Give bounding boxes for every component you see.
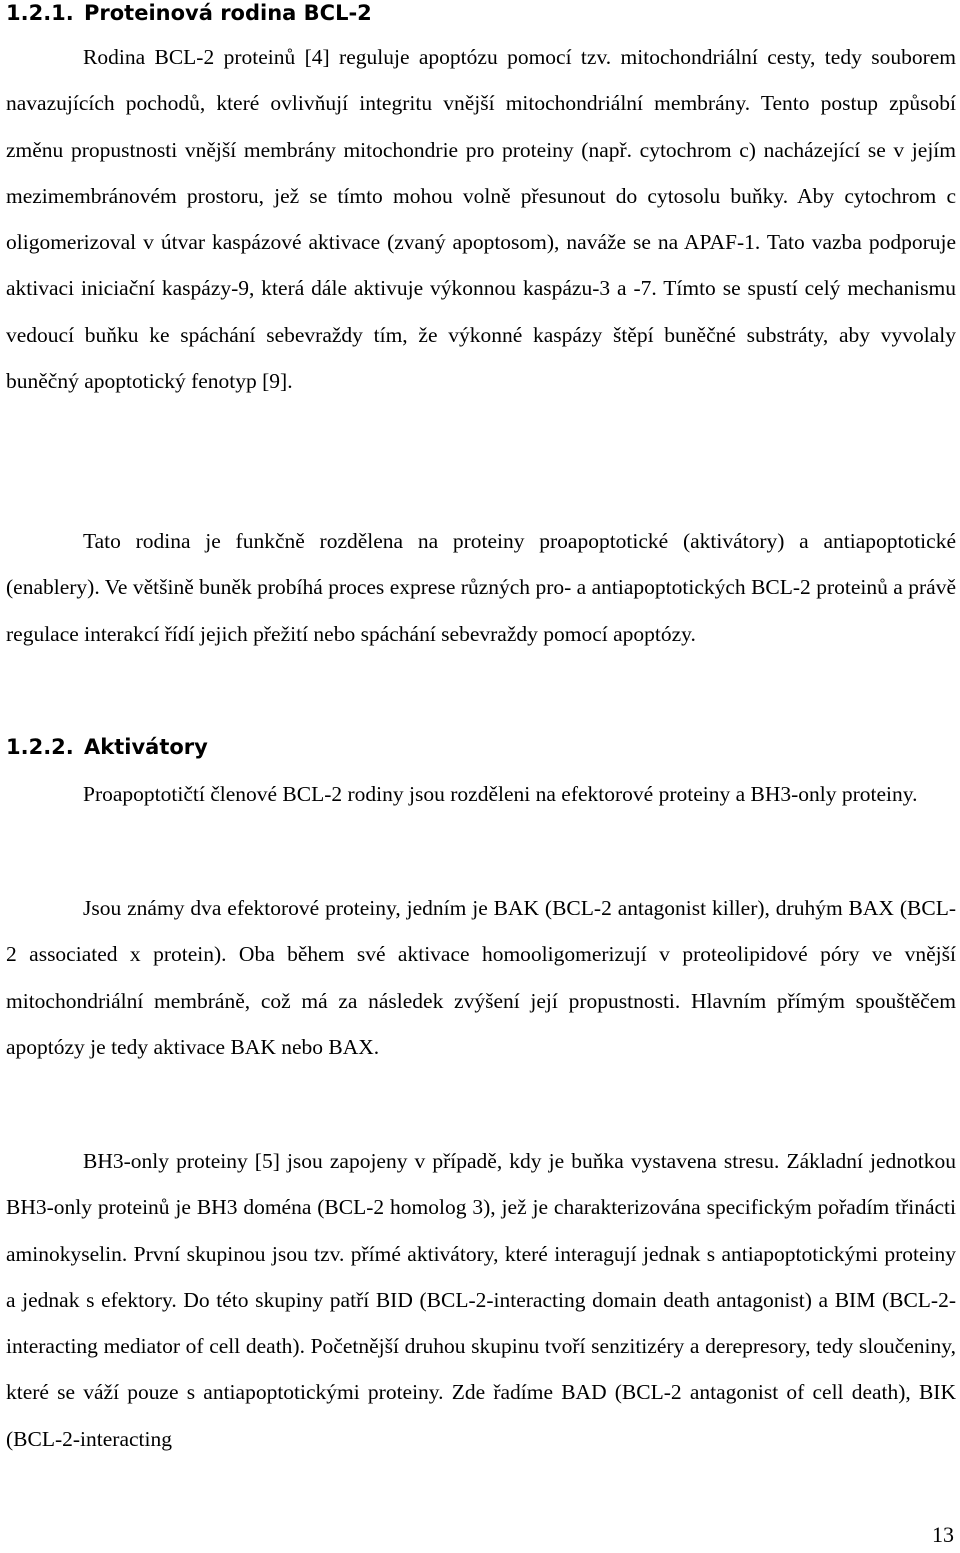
section-number: 1.2.2. [6,735,74,759]
paragraph-functional-division: Tato rodina je funkčně rozdělena na proteiny proapoptotické (aktivátory) a antiapoptotické (enablery). Ve většině buněk probíhá proces exprese různých pro- a antiapoptotických BCL-2 proteinů a právě regulace interakcí řídí jejich přežití nebo spáchání sebevraždy pomocí apoptózy. [6,529,956,646]
paragraph-bcl2-family: Rodina BCL-2 proteinů [4] reguluje apoptózu pomocí tzv. mitochondriální cesty, tedy souborem navazujících pochodů, které ovlivňují integritu vnější mitochondriální membrány. Tento postup způsobí změnu propustnosti vnější membrány mitochondrie pro proteiny (např. cytochrom c) nacházející se v jejím mezimembránovém prostoru, jež se tímto mohou volně přesunout do cytosolu buňky. Aby cytochrom c oligomerizoval v útvar kaspázové aktivace (zvaný apoptosom), naváže se na APAF-1. Tato vazba podporuje aktivaci iniciační kaspázy-9, která dále aktivuje výkonnou kaspázu-3 a -7. Tímto se spustí celý mechanismu vedoucí buňku ke spáchání sebevraždy tím, že výkonné kaspázy štěpí buněčné substráty, aby vyvolaly buněčný apoptotický fenotyp [9]. [6,45,956,394]
page-number: 13 [932,1522,954,1547]
section-heading-1-2-2 [6,734,208,760]
paragraph-proapoptotic-members: Proapoptotičtí členové BCL-2 rodiny jsou rozděleni na efektorové proteiny a BH3-only proteiny. [83,782,918,806]
paragraph-bh3-only-proteins: BH3-only proteiny [5] jsou zapojeny v případě, kdy je buňka vystavena stresu. Základní jednotkou BH3-only proteinů je BH3 doména (BCL-2 homolog 3), jež je charakterizována specifickým pořadím třinácti aminokyselin. První skupinou jsou tzv. přímé aktivátory, které interagují jednak s antiapoptotickými proteiny a jednak s efektory. Do této skupiny patří BID (BCL-2-interacting domain death antagonist) a BIM (BCL-2-interacting mediator of cell death). Početnější druhou skupinu tvoří senzitizéry a derepresory, tedy sloučeniny, které se váží pouze s antiapoptotickými proteiny. Zde řadíme BAD (BCL-2 antagonist of cell death), BIK (BCL-2-interacting [6,1149,956,1451]
section-title: Aktivátory [84,735,208,759]
paragraph-effector-proteins: Jsou známy dva efektorové proteiny, jedním je BAK (BCL-2 antagonist killer), druhým BAX (BCL-2 associated x protein). Oba během své aktivace homooligomerizují v proteolipidové póry ve vnější mitochondriální membráně, což má za následek zvýšení její propustnosti. Hlavním přímým spouštěčem apoptózy je tedy aktivace BAK nebo BAX. [6,896,956,1059]
section-heading-1-2-1 [6,0,372,26]
section-number: 1.2.1. [6,1,74,25]
section-title: Proteinová rodina BCL-2 [84,1,372,25]
